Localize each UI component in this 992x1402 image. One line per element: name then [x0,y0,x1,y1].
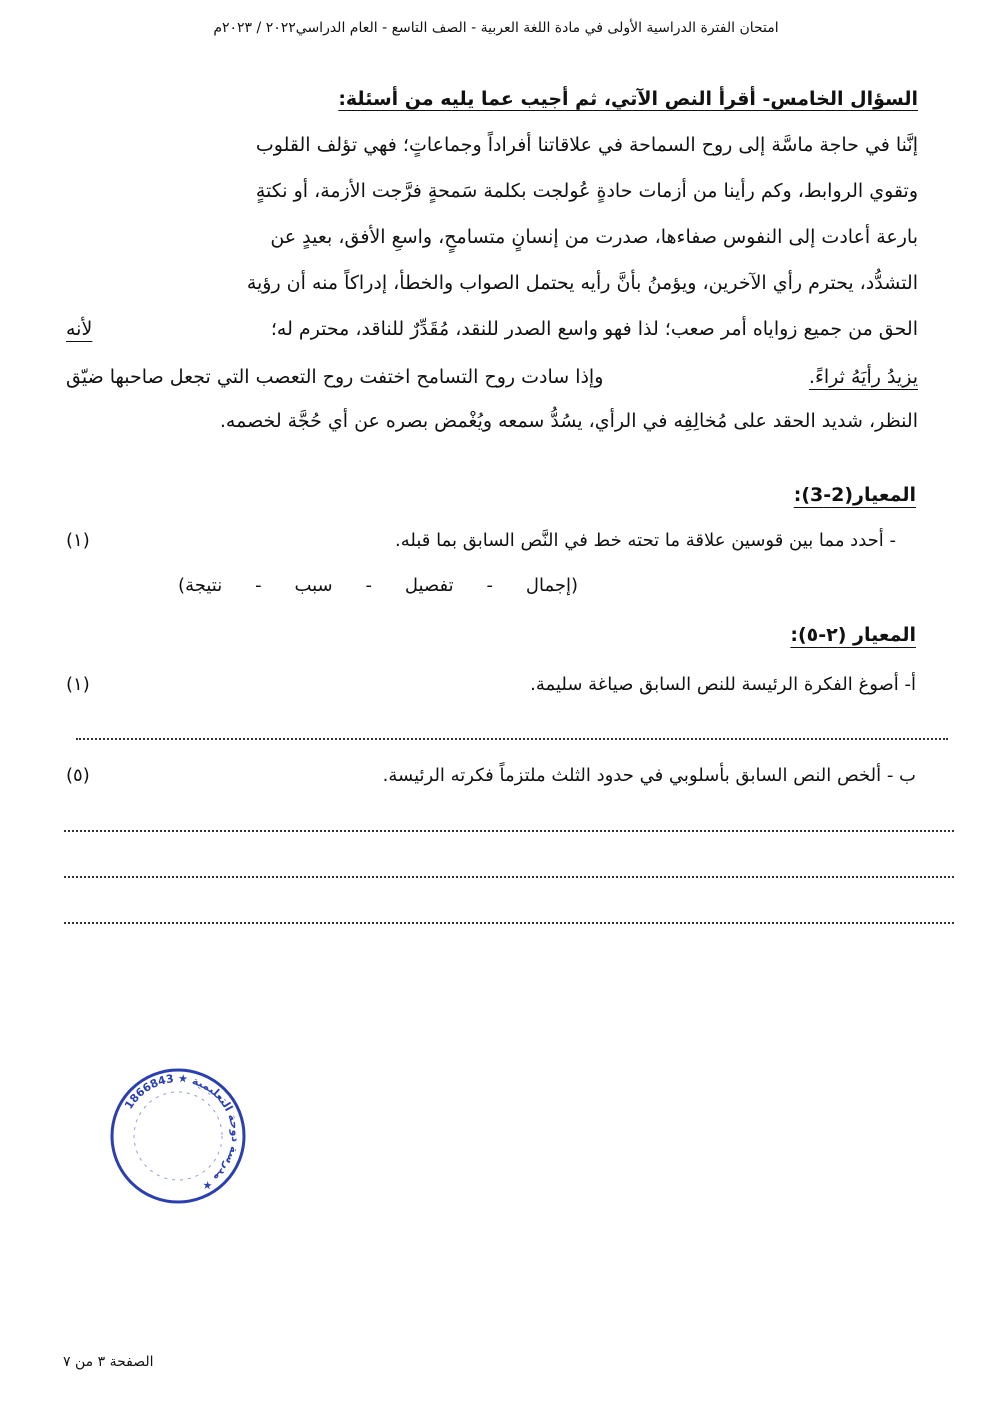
mark: (١) [66,674,90,695]
criterion-2-title: المعيار (٢-٥): [790,624,916,646]
mark: (٥) [66,765,90,786]
criterion-1-item: - أحدد مما بين قوسين علاقة ما تحته خط في النَّص السابق بما قبله. [395,530,896,551]
underlined-phrase: لأنه [66,318,93,340]
passage-text: وإذا سادت روح التسامح اختفت روح التعصب التي تجعل صاحبها ضيّق [66,366,604,388]
option: (إجمال [525,575,578,596]
question-title: السؤال الخامس- أقرأ النص الآتي، ثم أجيب عما يليه من أسئلة: [338,88,918,110]
criterion-2-item-b: ب - ألخص النص السابق بأسلوبي في حدود الثلث ملتزماً فكرته الرئيسة. [382,765,916,786]
page-number: الصفحة ٣ من ٧ [63,1354,154,1370]
passage-line-5 [66,318,918,348]
exam-header: امتحان الفترة الدراسية الأولى في مادة اللغة العربية - الصف التاسع - العام الدراسي٢٠٢٢ / ٢٠٢٣م [213,20,779,36]
passage-line: التشدُّد، يحترم رأي الآخرين، ويؤمنُ بأنَّ رأيه يحتمل الصواب والخطأ، إدراكاً منه أن رؤية [246,272,918,294]
passage-text: الحق من جميع زواياه أمر صعب؛ لذا فهو واسع الصدر للنقد، مُقَدِّرٌ للناقد، محترم له؛ [270,318,918,340]
school-stamp [108,1066,248,1206]
separator: - [255,575,262,596]
option: نتيجة) [178,575,223,596]
options-list [178,575,578,596]
answer-line[interactable] [64,830,954,832]
criterion-1-title: المعيار(2-3): [793,484,916,506]
option: سبب [294,575,333,596]
answer-line[interactable] [76,738,948,740]
passage-line: وتقوي الروابط، وكم رأينا من أزمات حادةٍ عُولجت بكلمة سَمحةٍ فرَّجت الأزمة، أو نكتةٍ [255,180,918,202]
answer-line[interactable] [64,922,954,924]
separator: - [486,575,494,596]
separator: - [365,575,372,596]
passage-line: بارعة أعادت إلى النفوس صفاءها، صدرت من إنسانٍ متسامحٍ، واسعِ الأفق، بعيدٍ عن [270,226,918,248]
underlined-phrase: يزيدُ رأيَهُ ثراءً. [808,366,918,388]
option: تفصيل [404,575,454,596]
mark: (١) [66,530,90,551]
svg-text:مدرسة دوحة التعليمية ★ 1866843: مدرسة دوحة التعليمية ★ 1866843 ★ [122,1071,243,1194]
answer-line[interactable] [64,876,954,878]
passage-line: إنَّنا في حاجة ماسَّة إلى روح السماحة في علاقاتنا أفراداً وجماعاتٍ؛ فهي تؤلف القلوب [255,134,918,156]
passage-line-6 [66,366,918,396]
criterion-2-item-a: أ- أصوغ الفكرة الرئيسة للنص السابق صياغة سليمة. [530,674,916,695]
passage-line: النظر، شديد الحقد على مُخالِفِه في الرأي، يسُدُّ سمعه ويُغْمض بصره عن أي حُجَّة لخصمه. [219,410,918,432]
